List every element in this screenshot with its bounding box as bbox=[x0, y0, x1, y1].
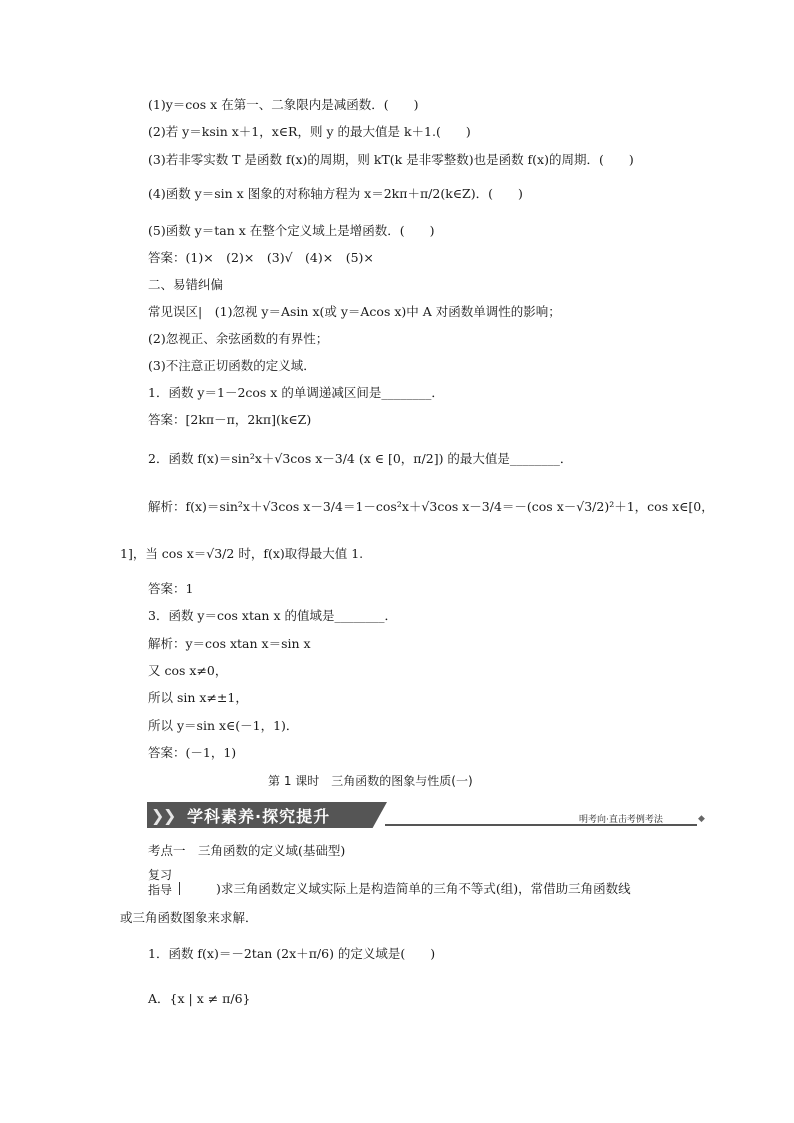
common-error-1: (1)忽视 y＝Asin x(或 y＝Acos x)中 A 对函数单调性的影响； bbox=[214, 304, 561, 319]
lesson-title: 第 1 课时 三角函数的图象与性质(一) bbox=[268, 774, 473, 788]
label-bracket: | bbox=[198, 304, 215, 319]
common-errors-label: 常见误区 bbox=[148, 304, 199, 319]
banner-title: 学科素养·探究提升 bbox=[187, 807, 331, 826]
section-banner bbox=[147, 800, 709, 830]
judgment-1: (1)y＝cos x 在第一、二象限内是减函数．( ) bbox=[148, 97, 419, 112]
judgment-4: (4)函数 y＝sin x 图象的对称轴方程为 x＝2kπ＋π/2(k∈Z)．( ) bbox=[148, 186, 523, 201]
judgment-answer: 答案：(1)× (2)× (3)√ (4)× (5)× bbox=[148, 250, 374, 265]
section-title: 二、易错纠偏 bbox=[148, 277, 224, 292]
review-label bbox=[148, 868, 172, 898]
diamond-icon: ◆ bbox=[698, 814, 705, 824]
question-3-analysis-2: 又 cos x≠0， bbox=[148, 663, 228, 678]
question-2-analysis: 解析：f(x)＝sin²x＋√3cos x－3/4＝1－cos²x＋√3cos x－3/4＝－(cos x－√3/2)²＋1，cos x∈[0， bbox=[148, 499, 714, 514]
review-label-line-2: 指导 bbox=[148, 883, 173, 897]
question-2-analysis-cont: 1]，当 cos x＝√3/2 时，f(x)取得最大值 1. bbox=[120, 546, 364, 561]
question-3-analysis-4: 所以 y＝sin x∈(－1，1)． bbox=[148, 718, 299, 733]
question-3-analysis-1: 解析：y＝cos xtan x＝sin x bbox=[148, 636, 311, 651]
judgment-5: (5)函数 y＝tan x 在整个定义域上是增函数．( ) bbox=[148, 223, 435, 238]
review-label-line-1: 复习 bbox=[148, 868, 173, 882]
question-3-answer: 答案：(－1，1) bbox=[148, 745, 237, 760]
question-3: 3．函数 y＝cos xtan x 的值域是________． bbox=[148, 608, 397, 623]
option-a: A．{x | x ≠ π/6} bbox=[148, 991, 251, 1006]
review-text: )求三角函数定义域实际上是构造简单的三角不等式(组)，常借助三角函数线 bbox=[216, 881, 631, 896]
question-1-answer: 答案：[2kπ－π，2kπ](k∈Z) bbox=[148, 412, 312, 427]
question-3-analysis-3: 所以 sin x≠±1， bbox=[148, 690, 248, 705]
question-1: 1．函数 y＝1－2cos x 的单调递减区间是________． bbox=[148, 385, 444, 400]
common-errors-row bbox=[148, 304, 561, 320]
kaodian-title: 考点一 三角函数的定义域(基础型) bbox=[148, 843, 346, 858]
example-1: 1．函数 f(x)＝－2tan (2x＋π/6) 的定义域是( ) bbox=[148, 946, 436, 961]
chevron-right-icon: ❯ bbox=[151, 806, 165, 825]
chevron-right-icon: ❯ bbox=[163, 806, 177, 825]
common-error-3: (3)不注意正切函数的定义域． bbox=[148, 358, 316, 373]
common-error-2: (2)忽视正、余弦函数的有界性； bbox=[148, 331, 329, 346]
review-text-cont: 或三角函数图象来求解． bbox=[120, 910, 258, 925]
question-2-answer: 答案：1 bbox=[148, 581, 194, 596]
banner-subtitle: 明考向·直击考例考法 bbox=[579, 815, 663, 825]
review-label-bracket bbox=[179, 882, 180, 895]
judgment-3: (3)若非零实数 T 是函数 f(x)的周期，则 kT(k 是非零整数)也是函数 f(x)的周期．( ) bbox=[148, 152, 634, 167]
judgment-2: (2)若 y＝ksin x＋1，x∈R，则 y 的最大值是 k＋1.( ) bbox=[148, 124, 471, 139]
question-2: 2．函数 f(x)＝sin²x＋√3cos x－3/4 (x ∈ [0，π/2]) 的最大值是________． bbox=[148, 451, 573, 466]
